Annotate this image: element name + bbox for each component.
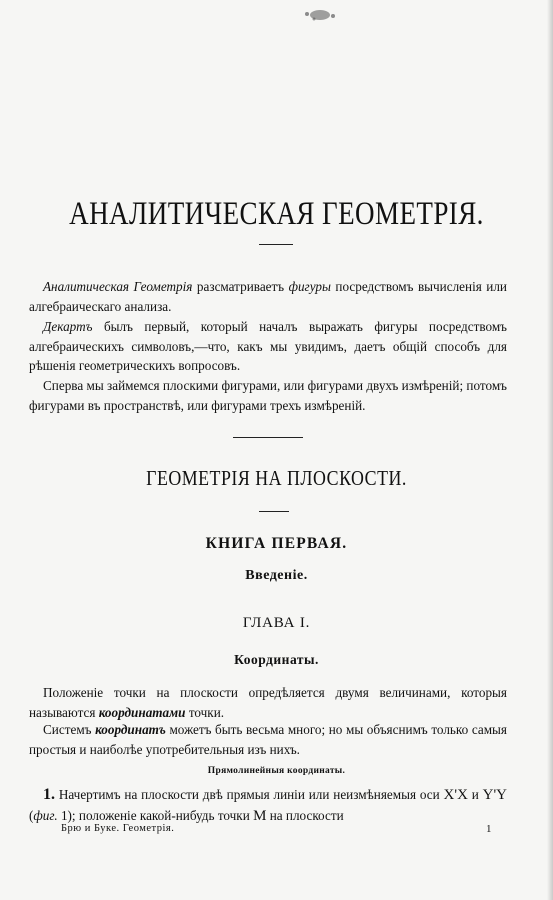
intro-paragraph-1: Аналитическая Геометрія разсматриваетъ фигуры посредствомъ вычисленія или алгебраическаго анализа.: [29, 279, 507, 314]
page-number: 1: [486, 823, 492, 835]
page-title: АНАЛИТИЧЕСКАЯ ГЕОМЕТРІЯ.: [69, 196, 484, 232]
intro-paragraph-2: Декартъ былъ первый, который началъ выражать фигуры посредствомъ алгебраическихъ символовъ,—что, какъ мы увидимъ, даетъ общій способъ для рѣшенія геометрическихъ вопросовъ.: [29, 319, 507, 373]
section-title: ГЕОМЕТРІЯ НА ПЛОСКОСТИ.: [146, 466, 407, 490]
chapter-subject: Координаты.: [234, 652, 319, 667]
title-divider: [259, 244, 293, 245]
section-title-divider: [259, 511, 289, 512]
figure-reference: фиг.: [33, 807, 58, 823]
introduction-heading: Введеніе.: [245, 568, 308, 583]
ornament-smudge: [300, 8, 340, 22]
intro-paragraph-3: Сперва мы займемся плоскими фигурами, или фигурами двухъ измѣреній; потомъ фигурами въ пространствѣ, или фигурами трехъ измѣреній.: [29, 378, 507, 413]
term-figures: фигуры: [288, 279, 331, 294]
term-coordinates: координатами: [98, 704, 186, 720]
section-divider: [233, 437, 303, 438]
article-number: 1.: [43, 786, 55, 803]
page-edge-shadow: [547, 0, 553, 900]
term-analytic-geometry: Аналитическая Геометрія: [43, 279, 193, 294]
axis-yy: Y'Y: [482, 787, 508, 803]
body-paragraph-1: Положеніе точки на плоскости опредѣляется двумя величинами, которыя называются координатами точки.: [29, 685, 507, 720]
footer-signature: Брю и Буке. Геометрія.: [61, 823, 175, 834]
article-1-paragraph: 1. Начертимъ на плоскости двѣ прямыя линіи или неизмѣняемыя оси X'X и Y'Y (фиг. 1); положеніе какой-нибудь точки M на плоскости: [29, 786, 508, 824]
body-paragraph-2: Системъ координатъ можетъ быть весьма много; но мы объяснимъ только самыя простыя и наиболѣе употребительныя изъ нихъ.: [29, 722, 507, 757]
chapter-heading: ГЛАВА I.: [242, 615, 311, 631]
term-coordinates-system: координатъ: [95, 722, 166, 737]
subheading-rectilinear-coordinates: Прямолинейныя координаты.: [207, 766, 346, 776]
book-heading: КНИГА ПЕРВАЯ.: [205, 535, 348, 552]
axis-xx: X'X: [443, 787, 468, 803]
point-m: M: [253, 807, 267, 824]
term-descartes: Декартъ: [43, 319, 93, 334]
